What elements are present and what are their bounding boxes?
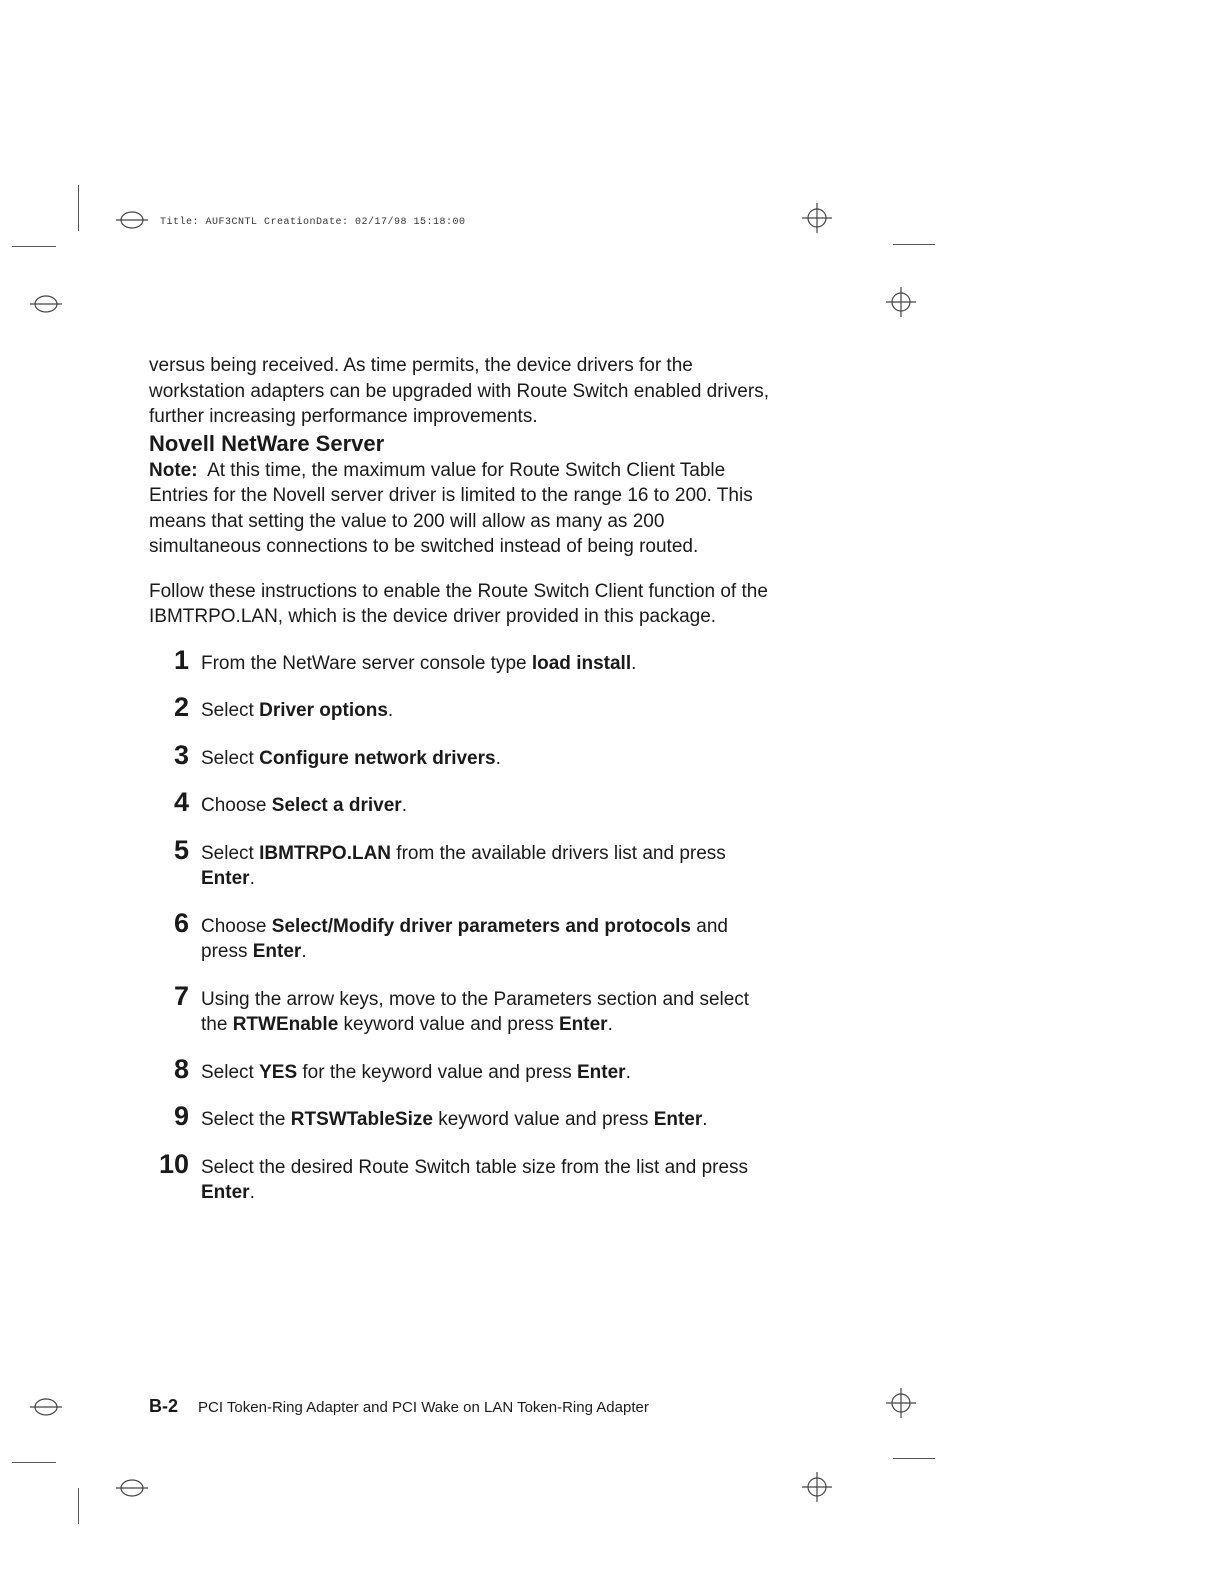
registration-mark-icon	[114, 1476, 150, 1500]
step-item: 7 Using the arrow keys, move to the Parameters section and select the RTWEnable keyword value and press Enter.	[149, 987, 779, 1038]
step-number: 5	[173, 834, 189, 865]
step-item: 5 Select IBMTRPO.LAN from the available drivers list and press Enter.	[149, 841, 779, 892]
step-item: 4 Choose Select a driver.	[149, 793, 779, 819]
step-number: 4	[173, 787, 189, 817]
step-list	[149, 644, 779, 1206]
crosshair-mark-icon	[800, 1470, 834, 1504]
step-number: 9	[173, 1101, 189, 1131]
crop-mark-line	[893, 1458, 935, 1459]
crosshair-mark-icon	[800, 201, 834, 235]
step-number: 7	[173, 980, 189, 1011]
print-metadata-line: Title: AUF3CNTL CreationDate: 02/17/98 15:18:00	[160, 217, 466, 228]
step-item: 2 Select Driver options.	[149, 698, 779, 724]
note-paragraph	[149, 458, 779, 560]
crosshair-mark-icon	[884, 1386, 918, 1420]
step-item: 6 Choose Select/Modify driver parameters and protocols and press Enter.	[149, 914, 779, 965]
step-item: 1 From the NetWare server console type load install.	[149, 651, 779, 677]
page-number: B-2	[149, 1396, 179, 1416]
section-heading: Novell NetWare Server	[149, 430, 385, 456]
registration-mark-icon	[28, 1395, 64, 1419]
crop-mark-line	[78, 185, 79, 231]
note-label: Note:	[149, 459, 198, 481]
step-item: 8 Select YES for the keyword value and press Enter.	[149, 1060, 779, 1086]
step-number: 8	[173, 1053, 189, 1084]
registration-mark-icon	[114, 208, 150, 232]
footer-title: PCI Token-Ring Adapter and PCI Wake on LAN Token-Ring Adapter	[198, 1399, 649, 1416]
note-text: At this time, the maximum value for Route Switch Client Table Entries for the Novell server driver is limited to the range 16 to 200. This means that setting the value to 200 will allow as many as 200 simultaneous connections to be switched instead of being routed.	[149, 459, 753, 557]
crop-mark-line	[78, 1488, 79, 1524]
page-body	[149, 353, 779, 1228]
step-number: 2	[173, 692, 189, 722]
step-number: 1	[173, 644, 189, 675]
step-item: 9 Select the RTSWTableSize keyword value and press Enter.	[149, 1107, 779, 1133]
page-footer	[149, 1396, 649, 1417]
crop-mark-line	[12, 246, 56, 247]
intro-paragraph: versus being received. As time permits, the device drivers for the workstation adapters can be upgraded with Route Switch enabled drivers, further increasing performance improvements.	[149, 355, 769, 427]
step-number: 3	[173, 739, 189, 770]
crop-mark-line	[12, 1462, 56, 1463]
step-number: 10	[158, 1148, 189, 1179]
instructions-paragraph: Follow these instructions to enable the Route Switch Client function of the IBMTRPO.LAN, which is the device driver provided in this package.	[149, 580, 768, 627]
registration-mark-icon	[28, 292, 64, 316]
step-number: 6	[173, 907, 189, 938]
step-item: 3 Select Configure network drivers.	[149, 746, 779, 772]
step-item: 10 Select the desired Route Switch table size from the list and press Enter.	[149, 1155, 779, 1206]
crosshair-mark-icon	[884, 285, 918, 319]
crop-mark-line	[893, 244, 935, 245]
